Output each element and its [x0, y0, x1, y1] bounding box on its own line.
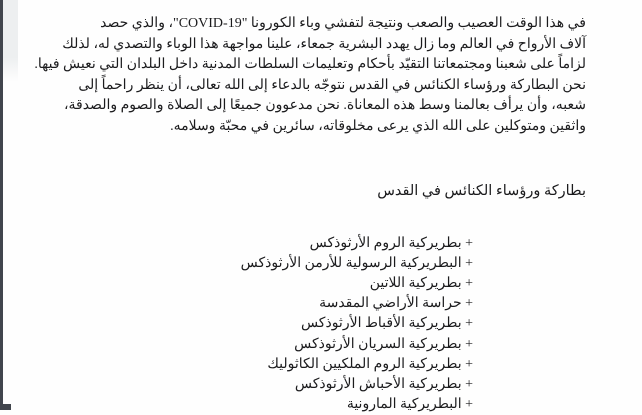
list-item: + بطريركية السريان الأرثوذكس: [294, 336, 473, 352]
document-page: [3, 0, 642, 413]
paragraph-line: لزاماً على شعبنا ومجتمعاتنا التقيّد بأحكام وتعليمات السلطات المدنية داخل البلدان التي نعيش فيها.: [34, 57, 586, 73]
list-item: + بطريركية الروم الأرثوذكس: [309, 235, 473, 251]
list-item: + بطريركية الأقباط الأرثوذكس: [300, 316, 473, 332]
document-content: [3, 0, 642, 415]
church-list: [23, 234, 586, 415]
paragraph-line: نحن البطاركة ورؤساء الكنائس في القدس نتوجّه بالدعاء إلى الله تعالى، أن ينظر راحماً إلى: [78, 77, 586, 93]
viewer-window-edge: [0, 0, 3, 410]
viewer-corner-edge: [0, 404, 11, 410]
statement-paragraph: [23, 14, 586, 138]
list-item: + البطريركية المارونية: [346, 397, 473, 413]
paragraph-line: في هذا الوقت العصيب والصعب ونتيجة لتفشي وباء الكورونا "COVID-19"، والذي حصد: [100, 16, 586, 31]
list-item: + بطريركية الروم الملكيين الكاثوليك: [267, 356, 473, 372]
list-item: + حراسة الأراضي المقدسة: [319, 296, 473, 312]
signatories-heading: بطاركة ورؤساء الكنائس في القدس: [377, 182, 586, 199]
list-item: + بطريركية اللاتين: [369, 275, 473, 291]
paragraph-line: شعبه، وأن يرأف بعالمنا وسط هذه المعاناة. نحن مدعوون جميعًا إلى الصلاة والصوم والصدقة،: [63, 98, 586, 114]
page-margin-shade: [3, 0, 18, 82]
list-item: + بطريركية الأحباش الأرثوذكس: [294, 376, 473, 392]
paragraph-line: واثقين ومتوكلين على الله الذي يرعى مخلوقاته، سائرين في محبّة وسلامه.: [170, 118, 586, 134]
list-item: + البطريركية الرسولية للأرمن الأرثوذكس: [240, 255, 473, 271]
paragraph-line: آلاف الأرواح في العالم وما زال يهدد البشرية جمعاء، علينا مواجهة هذا الوباء والتصدي له، لذلك: [62, 36, 586, 52]
